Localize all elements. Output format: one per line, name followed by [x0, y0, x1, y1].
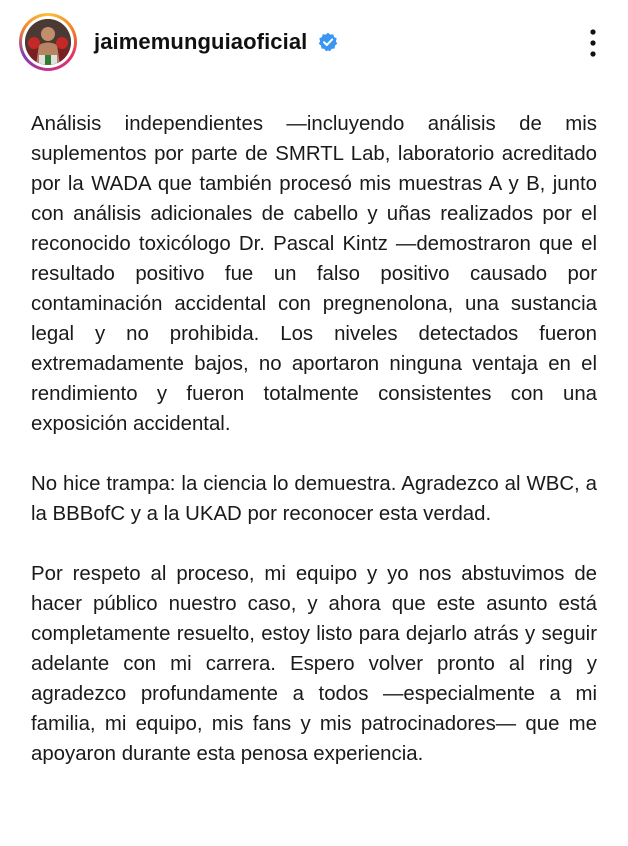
- story-ring[interactable]: [19, 13, 77, 71]
- post-caption: [31, 109, 597, 769]
- avatar[interactable]: [25, 19, 71, 65]
- caption-paragraph: No hice trampa: la ciencia lo demuestra. Agradezco al WBC, a la BBBofC y a la UKAD por reconocer esta verdad.: [31, 473, 597, 525]
- username[interactable]: jaimemunguiaoficial: [94, 29, 308, 54]
- more-vertical-icon[interactable]: [582, 28, 604, 58]
- verified-badge-icon: [318, 32, 338, 52]
- post-header: [0, 0, 628, 86]
- avatar-frame: [22, 16, 74, 68]
- caption-paragraph: Análisis independientes —incluyendo análisis de mis suplementos por parte de SMRTL Lab, laboratorio acreditado por la WADA que también procesó mis muestras A y B, junto con análisis adicionales de cabello y uñas realizados por el reconocido toxicólogo Dr. Pascal Kintz —demostraron que el resultado positivo fue un falso positivo causado por contaminación accidental con pregnenolona, una sustancia legal y no prohibida. Los niveles detectados fueron extremadamente bajos, no aportaron ninguna ventaja en el rendimiento y fueron totalmente consistentes con una exposición accidental.: [31, 113, 597, 435]
- avatar-image: [25, 19, 71, 65]
- caption-paragraph: Por respeto al proceso, mi equipo y yo nos abstuvimos de hacer público nuestro caso, y ahora que este asunto está completamente resuelto, estoy listo para dejarlo atrás y seguir adelante con mi carrera. Espero volver pronto al ring y agradezco profundamente a todos —especialmente a mi familia, mi equipo, mis fans y mis patrocinadores— que me apoyaron durante esta penosa experiencia.: [31, 563, 597, 765]
